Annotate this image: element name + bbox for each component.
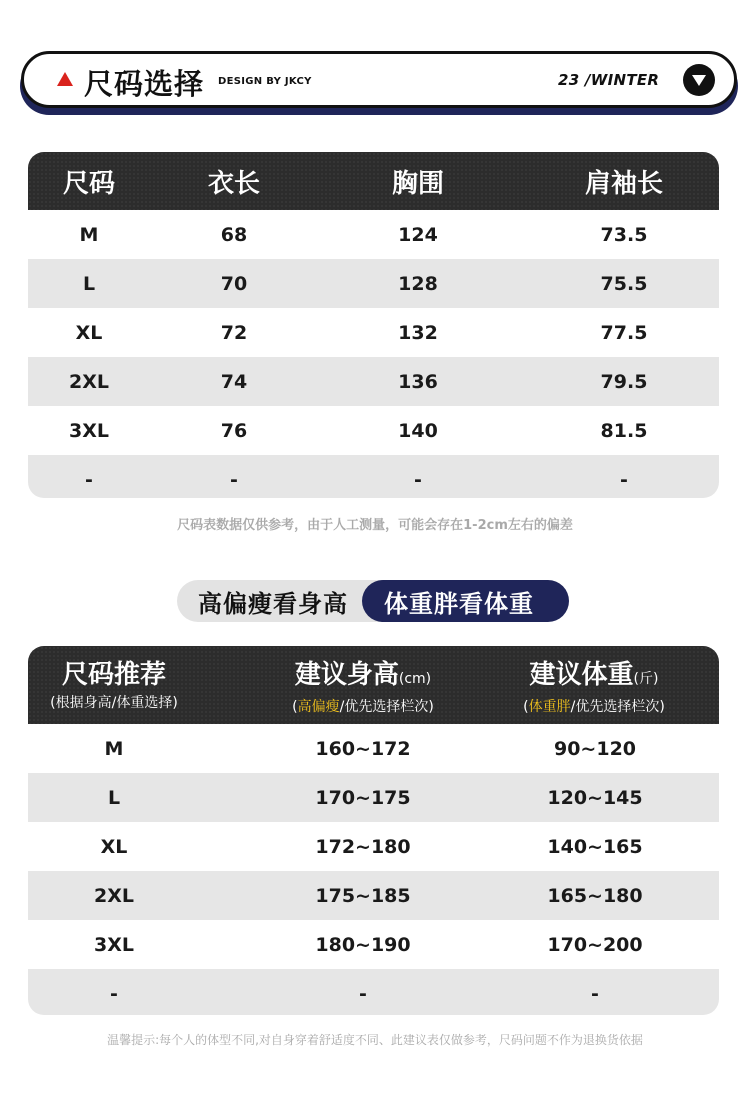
header-length: 衣长 bbox=[207, 168, 260, 199]
cell-shoulder-sleeve: 77.5 bbox=[600, 321, 648, 344]
tag-weight bbox=[362, 580, 569, 622]
cell-length: 70 bbox=[220, 272, 248, 295]
header-size-recommend bbox=[28, 646, 200, 724]
season-label: 23 /WINTER bbox=[558, 71, 660, 89]
design-credit: DESIGN BY JKCY bbox=[218, 76, 312, 87]
cell-chest: 124 bbox=[398, 223, 438, 246]
size-table-note: 尺码表数据仅供参考，由于人工测量，可能会存在1-2cm左右的偏差 bbox=[177, 518, 573, 533]
cell-size: L bbox=[82, 272, 96, 295]
header-weight-title: 建议体重 bbox=[529, 660, 634, 690]
header-weight-sub-open: ( bbox=[523, 699, 529, 715]
cell-size: 2XL bbox=[69, 370, 109, 393]
cell-height: - bbox=[359, 982, 367, 1005]
header-size-recommend-sub: (根据身高/体重选择) bbox=[50, 695, 178, 711]
header-chest: 胸围 bbox=[391, 168, 444, 199]
cell-length: 72 bbox=[220, 321, 248, 344]
cell-length: 68 bbox=[220, 223, 248, 246]
header-weight-unit: (斤) bbox=[633, 671, 659, 687]
cell-size: XL bbox=[100, 835, 128, 858]
cell-height: 175~185 bbox=[315, 884, 411, 907]
cell-shoulder-sleeve: 75.5 bbox=[600, 272, 648, 295]
cell-chest: 128 bbox=[398, 272, 438, 295]
recommend-table-note: 温馨提示:每个人的体型不同,对自身穿着舒适度不同、此建议表仅做参考，尺码问题不作为退换货依据 bbox=[107, 1033, 643, 1047]
table-row bbox=[28, 357, 719, 406]
table-row bbox=[28, 969, 719, 1015]
cell-shoulder-sleeve: 81.5 bbox=[600, 419, 648, 442]
cell-size: 3XL bbox=[94, 933, 134, 956]
header-shoulder-sleeve: 肩袖长 bbox=[584, 168, 663, 199]
size-table-header bbox=[28, 152, 719, 210]
tag-height bbox=[177, 580, 387, 622]
recommend-table bbox=[28, 646, 719, 1015]
table-row bbox=[28, 871, 719, 920]
cell-height: 160~172 bbox=[315, 737, 411, 760]
header-size: 尺码 bbox=[62, 168, 115, 199]
tag-weight-label: 体重胖看体重 bbox=[384, 589, 534, 618]
header-weight-sub-rest: /优先选择栏次) bbox=[570, 699, 665, 715]
cell-weight: - bbox=[591, 982, 599, 1005]
table-row bbox=[28, 406, 719, 455]
cell-weight: 170~200 bbox=[547, 933, 643, 956]
cell-height: 172~180 bbox=[315, 835, 411, 858]
size-table bbox=[28, 152, 719, 498]
header-weight-highlight: 体重胖 bbox=[528, 699, 571, 715]
cell-height: 180~190 bbox=[315, 933, 411, 956]
cell-weight: 140~165 bbox=[547, 835, 643, 858]
cell-weight: 120~145 bbox=[547, 786, 643, 809]
header-height-highlight: 高偏瘦 bbox=[297, 699, 340, 715]
recommend-table-header bbox=[28, 646, 719, 724]
table-row bbox=[28, 308, 719, 357]
cell-height: 170~175 bbox=[315, 786, 411, 809]
cell-size: - bbox=[110, 982, 118, 1005]
header-height bbox=[268, 646, 458, 724]
cell-length: - bbox=[230, 468, 238, 491]
cell-size: M bbox=[79, 223, 99, 246]
cell-chest: - bbox=[414, 468, 422, 491]
triangle-up-icon bbox=[57, 72, 73, 86]
cell-size: M bbox=[104, 737, 124, 760]
header-bar bbox=[21, 51, 737, 108]
cell-size: - bbox=[85, 468, 93, 491]
cell-size: L bbox=[107, 786, 121, 809]
tag-height-label: 高偏瘦看身高 bbox=[198, 589, 348, 618]
header-height-title: 建议身高 bbox=[294, 660, 399, 690]
cell-chest: 140 bbox=[398, 419, 438, 442]
cell-size: XL bbox=[75, 321, 103, 344]
cell-shoulder-sleeve: 73.5 bbox=[600, 223, 648, 246]
down-arrow-icon bbox=[692, 75, 706, 86]
cell-weight: 165~180 bbox=[547, 884, 643, 907]
cell-weight: 90~120 bbox=[553, 737, 637, 760]
table-row bbox=[28, 210, 719, 259]
table-row bbox=[28, 259, 719, 308]
table-row bbox=[28, 822, 719, 871]
table-row bbox=[28, 724, 719, 773]
cell-shoulder-sleeve: - bbox=[620, 468, 628, 491]
cell-length: 76 bbox=[220, 419, 248, 442]
header-height-sub-rest: /优先选择栏次) bbox=[339, 699, 434, 715]
cell-size: 2XL bbox=[94, 884, 134, 907]
table-row bbox=[28, 920, 719, 969]
dropdown-button[interactable] bbox=[683, 64, 715, 96]
cell-chest: 136 bbox=[398, 370, 438, 393]
table-row bbox=[28, 773, 719, 822]
header-weight bbox=[498, 646, 690, 724]
header-size-recommend-title: 尺码推荐 bbox=[61, 660, 166, 690]
cell-size: 3XL bbox=[69, 419, 109, 442]
header-height-unit: (cm) bbox=[398, 671, 432, 687]
table-row bbox=[28, 455, 719, 498]
header-height-sub-open: ( bbox=[292, 699, 298, 715]
cell-chest: 132 bbox=[398, 321, 438, 344]
cell-length: 74 bbox=[220, 370, 248, 393]
page-title: 尺码选择 bbox=[84, 67, 205, 101]
cell-shoulder-sleeve: 79.5 bbox=[600, 370, 648, 393]
